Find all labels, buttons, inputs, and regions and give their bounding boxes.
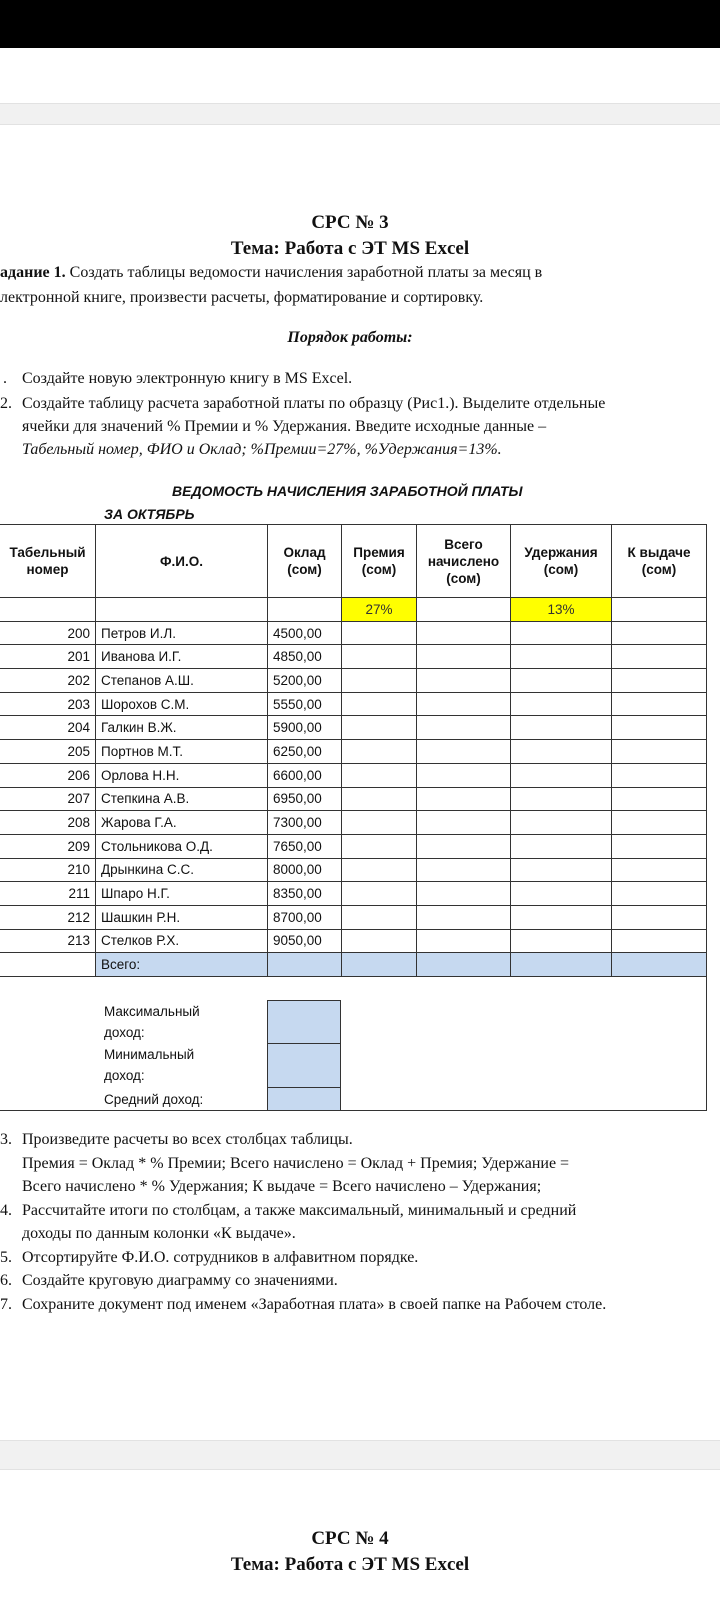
doc2-topic: Тема: Работа с ЭТ MS Excel	[230, 1554, 470, 1575]
table-row	[0, 834, 707, 858]
empty-cell[interactable]	[511, 834, 612, 858]
empty-cell[interactable]	[612, 834, 707, 858]
empty-cell[interactable]	[417, 621, 511, 645]
empty-cell[interactable]	[511, 740, 612, 764]
empty-cell[interactable]	[342, 787, 417, 811]
empty-cell[interactable]	[511, 929, 612, 953]
empty-cell[interactable]	[511, 858, 612, 882]
total-label[interactable]: Всего:	[96, 953, 268, 977]
step-line: Рассчитайте итоги по столбцам, а также максимальный, минимальный и средний	[22, 1201, 577, 1219]
empty-cell[interactable]	[342, 811, 417, 835]
name-cell[interactable]: Шпаро Н.Г.	[96, 882, 268, 906]
name-cell[interactable]: Стольникова О.Д.	[96, 834, 268, 858]
empty-cell[interactable]	[342, 621, 417, 645]
salary-cell[interactable]: 6600,00	[268, 763, 342, 787]
empty-cell[interactable]	[342, 834, 417, 858]
total-cell[interactable]	[612, 953, 707, 977]
header-row	[0, 525, 707, 598]
task-line-1	[0, 261, 542, 284]
id-cell[interactable]: 208	[0, 811, 96, 835]
salary-cell[interactable]: 9050,00	[268, 929, 342, 953]
salary-cell[interactable]: 8000,00	[268, 858, 342, 882]
empty-cell[interactable]	[417, 858, 511, 882]
empty-cell[interactable]	[612, 905, 707, 929]
salary-cell[interactable]: 7650,00	[268, 834, 342, 858]
step-num: 6.	[0, 1272, 12, 1289]
empty-cell[interactable]	[612, 669, 707, 693]
salary-cell[interactable]: 5900,00	[268, 716, 342, 740]
id-cell[interactable]: 204	[0, 716, 96, 740]
min-label: Минимальный доход:	[104, 1047, 195, 1083]
column-header: Ф.И.О.	[96, 525, 268, 598]
column-header: Удержания (сом)	[511, 525, 612, 598]
salary-cell[interactable]: 7300,00	[268, 811, 342, 835]
empty-cell[interactable]	[612, 882, 707, 906]
id-cell[interactable]: 202	[0, 669, 96, 693]
name-cell[interactable]: Иванова И.Г.	[96, 645, 268, 669]
column-header: Премия (сом)	[342, 525, 417, 598]
table-row	[0, 763, 707, 787]
empty-cell[interactable]	[417, 811, 511, 835]
empty-cell[interactable]	[417, 763, 511, 787]
empty-cell[interactable]	[612, 716, 707, 740]
table-row	[0, 692, 707, 716]
summary-block	[0, 977, 707, 1111]
percent-row	[0, 598, 707, 622]
step-line: Создайте круговую диаграмму со значениями.	[22, 1272, 338, 1289]
empty-cell[interactable]	[342, 692, 417, 716]
step-line: доходы по данным колонки «К выдаче».	[22, 1225, 296, 1242]
salary-cell[interactable]: 4850,00	[268, 645, 342, 669]
task-label: адание 1.	[0, 264, 66, 281]
id-cell[interactable]: 203	[0, 692, 96, 716]
step-2-num: 2.	[0, 395, 12, 412]
page-gap	[0, 1440, 720, 1470]
empty-cell[interactable]	[342, 763, 417, 787]
step-line: Сохраните документ под именем «Заработная плата» в своей папке на Рабочем столе.	[22, 1295, 607, 1313]
empty-cell[interactable]	[342, 645, 417, 669]
doc-topic: Тема: Работа с ЭТ MS Excel	[230, 238, 470, 259]
column-header: Всего начислено (сом)	[417, 525, 511, 598]
salary-cell[interactable]: 5200,00	[268, 669, 342, 693]
step-num: 5.	[0, 1248, 12, 1266]
salary-cell[interactable]: 8350,00	[268, 882, 342, 906]
table-row	[0, 882, 707, 906]
step-1-num: .	[3, 370, 7, 387]
empty-cell[interactable]	[417, 645, 511, 669]
id-cell[interactable]: 209	[0, 834, 96, 858]
column-header: Оклад (сом)	[268, 525, 342, 598]
name-cell[interactable]: Галкин В.Ж.	[96, 716, 268, 740]
empty-cell[interactable]	[417, 669, 511, 693]
table-row	[0, 621, 707, 645]
sheet-title: ВЕДОМОСТЬ НАЧИСЛЕНИЯ ЗАРАБОТНОЙ ПЛАТЫ	[172, 483, 523, 499]
salary-cell[interactable]: 4500,00	[268, 621, 342, 645]
empty-cell[interactable]	[511, 669, 612, 693]
column-header: Табельный номер	[0, 525, 96, 598]
empty-cell[interactable]	[612, 858, 707, 882]
empty-cell[interactable]	[342, 929, 417, 953]
task-line-2: лектронной книге, произвести расчеты, форматирование и сортировку.	[0, 289, 484, 306]
sheet-subtitle: ЗА ОКТЯБРЬ	[104, 506, 195, 522]
step-2-line: Табельный номер, ФИО и Оклад; %Премии=27%, %Удержания=13%.	[22, 441, 502, 458]
salary-cell[interactable]: 8700,00	[268, 905, 342, 929]
id-cell[interactable]: 213	[0, 929, 96, 953]
empty-cell[interactable]	[511, 621, 612, 645]
empty-cell[interactable]	[511, 811, 612, 835]
name-cell[interactable]: Орлова Н.Н.	[96, 763, 268, 787]
name-cell[interactable]: Шашкин Р.Н.	[96, 905, 268, 929]
empty-cell[interactable]	[612, 929, 707, 953]
total-cell[interactable]	[268, 953, 342, 977]
avg-label: Средний доход:	[104, 1092, 204, 1107]
empty-cell[interactable]	[612, 692, 707, 716]
salary-table	[0, 524, 707, 977]
step-2-line: ячейки для значений % Премии и % Удержания. Введите исходные данные –	[22, 418, 547, 435]
empty-cell[interactable]	[342, 669, 417, 693]
empty-cell[interactable]	[612, 621, 707, 645]
name-cell[interactable]: Жарова Г.А.	[96, 811, 268, 835]
name-cell[interactable]: Степкина А.В.	[96, 787, 268, 811]
empty-cell[interactable]	[511, 905, 612, 929]
name-cell[interactable]: Портнов М.Т.	[96, 740, 268, 764]
salary-cell[interactable]: 6950,00	[268, 787, 342, 811]
empty-cell[interactable]	[417, 787, 511, 811]
deduction-percent-cell[interactable]: 13%	[511, 598, 612, 622]
id-cell[interactable]: 210	[0, 858, 96, 882]
empty-cell[interactable]	[417, 834, 511, 858]
table-row	[0, 669, 707, 693]
id-cell[interactable]: 206	[0, 763, 96, 787]
step-num: 7.	[0, 1295, 12, 1313]
empty-cell[interactable]	[511, 716, 612, 740]
empty-cell[interactable]	[417, 882, 511, 906]
empty-cell[interactable]	[342, 905, 417, 929]
total-cell[interactable]	[342, 953, 417, 977]
table-row	[0, 716, 707, 740]
name-cell[interactable]: Степанов А.Ш.	[96, 669, 268, 693]
max-income-cell[interactable]	[267, 1000, 341, 1044]
table-row	[0, 645, 707, 669]
id-cell[interactable]: 205	[0, 740, 96, 764]
name-cell[interactable]: Шорохов С.М.	[96, 692, 268, 716]
total-cell[interactable]	[0, 953, 96, 977]
name-cell[interactable]: Дрынкина С.С.	[96, 858, 268, 882]
step-num: 3.	[0, 1131, 12, 1148]
id-cell[interactable]: 200	[0, 621, 96, 645]
step-num: 4.	[0, 1201, 12, 1219]
empty-cell[interactable]	[417, 905, 511, 929]
doc2-title: СРС № 4	[311, 1528, 389, 1549]
bonus-percent-cell[interactable]: 27%	[342, 598, 417, 622]
step-line: Премия = Оклад * % Премии; Всего начислено = Оклад + Премия; Удержание =	[22, 1154, 570, 1172]
empty-cell[interactable]	[417, 692, 511, 716]
avg-income-cell[interactable]	[267, 1087, 341, 1111]
name-cell[interactable]: Петров И.Л.	[96, 621, 268, 645]
step-line: Произведите расчеты во всех столбцах таблицы.	[22, 1131, 353, 1148]
table-row	[0, 787, 707, 811]
id-cell[interactable]: 212	[0, 905, 96, 929]
step-1: Создайте новую электронную книгу в MS Excel.	[22, 370, 353, 387]
step-2-line: Создайте таблицу расчета заработной платы по образцу (Рис1.). Выделите отдельные	[22, 395, 606, 412]
empty-cell[interactable]	[417, 740, 511, 764]
id-cell[interactable]: 201	[0, 645, 96, 669]
id-cell[interactable]: 211	[0, 882, 96, 906]
table-row	[0, 905, 707, 929]
empty-cell[interactable]	[417, 716, 511, 740]
empty-cell[interactable]	[612, 763, 707, 787]
empty-cell[interactable]	[511, 692, 612, 716]
empty-cell[interactable]	[612, 645, 707, 669]
empty-cell[interactable]	[342, 858, 417, 882]
empty-cell[interactable]	[342, 882, 417, 906]
order-heading: Порядок работы:	[287, 329, 413, 346]
empty-cell[interactable]	[417, 929, 511, 953]
empty-cell[interactable]	[511, 645, 612, 669]
empty-cell[interactable]	[511, 787, 612, 811]
total-row	[0, 953, 707, 977]
status-bar	[0, 0, 720, 48]
id-cell[interactable]: 207	[0, 787, 96, 811]
doc-title: СРС № 3	[311, 212, 389, 233]
step-line: Всего начислено * % Удержания; К выдаче = Всего начислено – Удержания;	[22, 1178, 542, 1195]
page-gap	[0, 103, 720, 125]
salary-cell[interactable]: 6250,00	[268, 740, 342, 764]
table-row	[0, 811, 707, 835]
min-income-cell[interactable]	[267, 1043, 341, 1088]
max-label: Максимальный доход:	[104, 1004, 200, 1040]
total-cell[interactable]	[417, 953, 511, 977]
name-cell[interactable]: Стелков Р.Х.	[96, 929, 268, 953]
empty-cell[interactable]	[511, 763, 612, 787]
empty-cell[interactable]	[342, 740, 417, 764]
column-header: К выдаче (сом)	[612, 525, 707, 598]
table-row	[0, 740, 707, 764]
salary-cell[interactable]: 5550,00	[268, 692, 342, 716]
total-cell[interactable]	[511, 953, 612, 977]
empty-cell[interactable]	[612, 740, 707, 764]
step-line: Отсортируйте Ф.И.О. сотрудников в алфавитном порядке.	[22, 1248, 419, 1266]
empty-cell[interactable]	[612, 811, 707, 835]
empty-cell[interactable]	[612, 787, 707, 811]
table-row	[0, 858, 707, 882]
task-text: Создать таблицы ведомости начисления заработной платы за месяц в	[65, 264, 543, 281]
table-row	[0, 929, 707, 953]
empty-cell[interactable]	[511, 882, 612, 906]
empty-cell[interactable]	[342, 716, 417, 740]
